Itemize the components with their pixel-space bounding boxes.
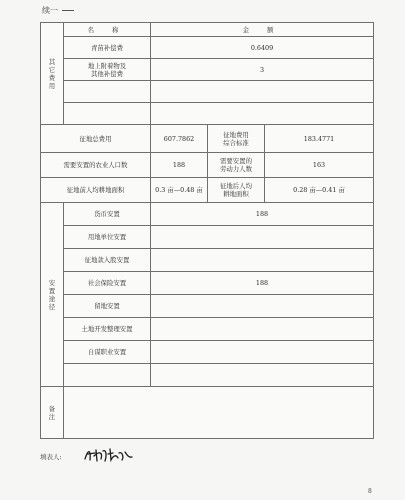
resettlement-count	[151, 318, 374, 341]
remarks-content	[64, 387, 374, 439]
handwritten-signature	[82, 445, 134, 465]
area-after-label: 征地后人均 耕地面积	[208, 178, 265, 203]
total-cost-value: 607.7862	[151, 125, 208, 153]
fee-name-cell	[64, 103, 151, 125]
resettlement-method	[64, 364, 151, 387]
resettlement-count	[151, 295, 374, 318]
fee-amount-cell	[151, 103, 374, 125]
area-before-label: 征地前人均耕地面积	[41, 178, 151, 203]
fee-name-cell: 地上附着物及 其他补偿费	[64, 59, 151, 81]
resettlement-method: 留地安置	[64, 295, 151, 318]
area-after-value: 0.28 亩—0.41 亩	[265, 178, 374, 203]
land-acquisition-form	[40, 22, 374, 439]
remarks-label: 备 注	[41, 387, 64, 439]
fee-amount-cell: 0.6409	[151, 37, 374, 59]
page-number: 8	[368, 488, 372, 495]
resettlement-method: 土地开发整理安置	[64, 318, 151, 341]
fee-name-cell	[64, 81, 151, 103]
other-fees-section-label: 其 它 费 用	[41, 23, 64, 125]
continuation-mark: 续一	[42, 6, 58, 15]
resettlement-count	[151, 249, 374, 272]
labor-count-label: 需要安置的 劳动力人数	[208, 153, 265, 178]
resettlement-method: 征地款入股安置	[64, 249, 151, 272]
resettlement-count: 188	[151, 203, 374, 226]
resettlement-count	[151, 341, 374, 364]
labor-count-value: 163	[265, 153, 374, 178]
fee-name-cell: 青苗补偿费	[64, 37, 151, 59]
cost-standard-label: 征地费用 综合标准	[208, 125, 265, 153]
resettlement-section-label: 安 置 途 径	[41, 203, 64, 387]
signer-label: 填表人:	[40, 453, 62, 461]
resettlement-method: 社会保险安置	[64, 272, 151, 295]
fee-amount-cell: 3	[151, 59, 374, 81]
resettlement-method: 自谋职业安置	[64, 341, 151, 364]
agri-population-value: 188	[151, 153, 208, 178]
total-cost-label: 征地总费用	[41, 125, 151, 153]
fee-amount-cell	[151, 81, 374, 103]
fee-amount-header: 金 额	[151, 23, 374, 37]
resettlement-count: 188	[151, 272, 374, 295]
area-before-value: 0.3 亩—0.48 亩	[151, 178, 208, 203]
agri-population-label: 需要安置的农业人口数	[41, 153, 151, 178]
fee-name-header: 名 称	[64, 23, 151, 37]
cost-standard-value: 183.4771	[265, 125, 374, 153]
resettlement-count	[151, 226, 374, 249]
resettlement-method: 用地单位安置	[64, 226, 151, 249]
resettlement-count	[151, 364, 374, 387]
resettlement-method: 货币安置	[64, 203, 151, 226]
